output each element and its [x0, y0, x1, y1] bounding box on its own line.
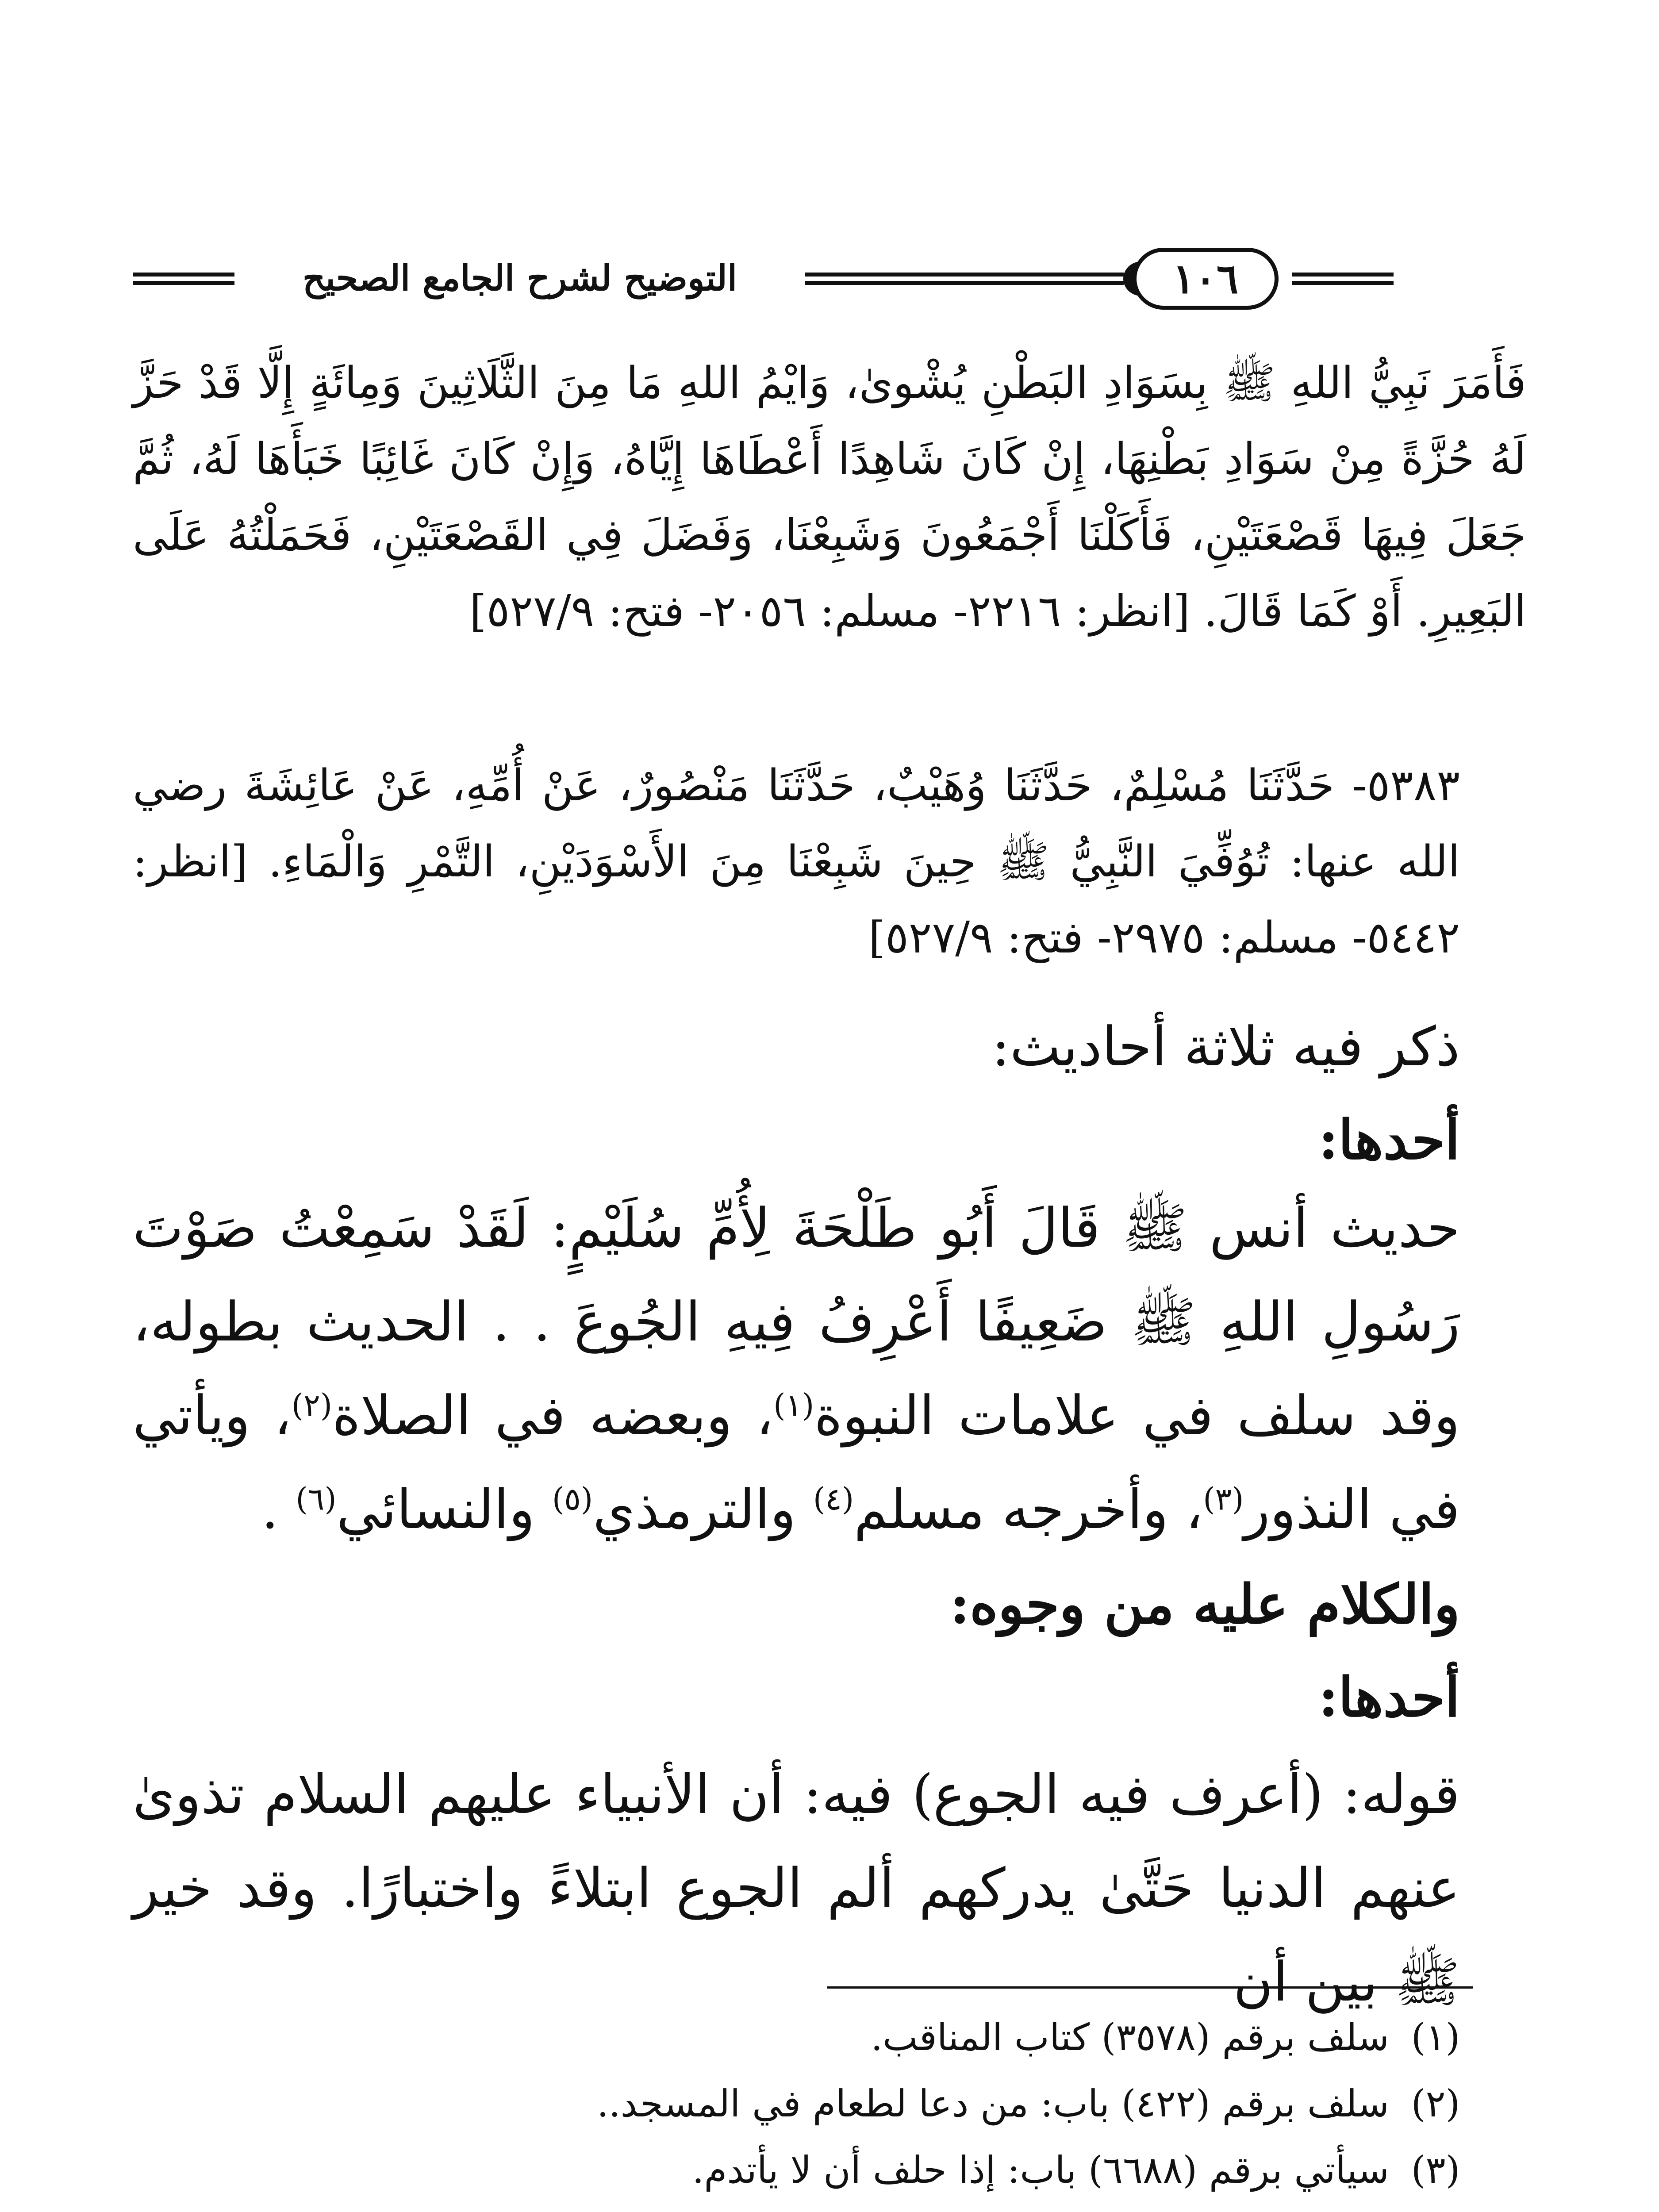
footnotes-list — [133, 2004, 1482, 2212]
footnote-ref-6[interactable]: (٦) — [296, 1481, 337, 1517]
hadith-continued — [133, 345, 1526, 649]
footnote-ref-5[interactable]: (٥) — [552, 1481, 593, 1517]
footnote-number: (٣) — [1411, 2148, 1460, 2192]
footnote-ref-2[interactable]: (٢) — [291, 1387, 333, 1424]
aspects-heading — [133, 1557, 1526, 1651]
footnote-ref-1[interactable]: (١) — [773, 1387, 814, 1424]
aspects-heading-text: والكلام عليه من وجوه: — [949, 1572, 1460, 1636]
paragraph-1-part-3: ، ويأتي في النذور — [133, 1384, 1460, 1541]
footnote-number: (٢) — [1411, 2082, 1460, 2125]
footnote-item — [133, 2004, 1482, 2070]
footnote-number — [1389, 2203, 1482, 2212]
footnote-text: سلف برقم (٣٥٧٨) كتاب المناقب. — [871, 2016, 1389, 2059]
first-hadith-heading — [133, 1093, 1526, 1187]
paragraph-1-part-5: والترمذي — [593, 1478, 813, 1541]
footnote-item — [133, 2203, 1482, 2212]
paragraph-1-part-1: حديث أنس ﷺ قَالَ أَبُو طَلْحَةَ لِأُمِّ سُلَيْمٍ: لَقَدْ سَمِعْتُ صَوْتَ رَسُولِ اللهِ ﷺ ضَعِيفًا أَعْرِفُ فِيهِ الجُوعَ . . الحديث بطوله، وقد سلف في علامات النبوة — [133, 1197, 1460, 1447]
commentary-intro — [133, 1000, 1526, 1094]
paragraph-1-part-4: ، وأخرجه مسلم — [854, 1478, 1203, 1541]
footnote-item — [133, 2070, 1482, 2137]
first-hadith-heading-text: أحدها: — [1318, 1108, 1460, 1171]
paragraph-1-part-2: ، وبعضه في الصلاة — [332, 1384, 774, 1447]
page-number: ١٠٦ — [1133, 248, 1279, 310]
footnote-text: سلف برقم (٤٢٢) باب: من دعا لطعام في المسجد.. — [597, 2082, 1389, 2125]
first-aspect-heading-text: أحدها: — [1318, 1665, 1460, 1729]
header-rule-middle — [805, 273, 1124, 285]
footnote-ref-4[interactable]: (٤) — [813, 1481, 854, 1517]
header-rule-right — [1292, 273, 1394, 285]
hadith-5383 — [133, 748, 1526, 976]
header-rule-left — [133, 273, 234, 285]
commentary-paragraph-1 — [133, 1181, 1526, 1556]
running-header — [133, 248, 1526, 314]
paragraph-1 — [133, 1181, 1526, 1556]
footnote-separator — [827, 1986, 1473, 1989]
paragraph-1-end: . — [261, 1478, 296, 1541]
footnote-text — [545, 2203, 1389, 2212]
paragraph-2: قوله: (أعرف فيه الجوع) فيه: أن الأنبياء عليهم السلام تذوىٰ عنهم الدنيا حَتَّىٰ يدركهم ألم الجوع ابتلاءً واختبارًا. وقد خير ﷺ بين أن — [133, 1763, 1460, 2013]
footnote-number: (١) — [1411, 2016, 1460, 2059]
hadith-5383-text: ٥٣٨٣- حَدَّثَنَا مُسْلِمٌ، حَدَّثَنَا وُهَيْبٌ، حَدَّثَنَا مَنْصُورٌ، عَنْ أُمِّهِ، عَنْ عَائِشَةَ رضي الله عنها: تُوُفِّيَ النَّبِيُّ ﷺ حِينَ شَبِعْنَا مِنَ الأَسْوَدَيْنِ، التَّمْرِ وَالْمَاءِ. [انظر: ٥٤٤٢- مسلم: ٢٩٧٥- فتح: ٥٢٧/٩] — [133, 760, 1460, 963]
footnote-ref-3[interactable]: (٣) — [1203, 1481, 1244, 1517]
book-title: التوضيح لشرح الجامع الصحيح — [302, 257, 737, 299]
footnote-item — [133, 2137, 1482, 2203]
first-aspect-heading — [133, 1650, 1526, 1744]
paragraph-1-part-6: والنسائي — [336, 1478, 552, 1541]
commentary-intro-text: ذكر فيه ثلاثة أحاديث: — [991, 1015, 1460, 1078]
hadith-continued-text: فَأَمَرَ نَبِيُّ اللهِ ﷺ بِسَوَادِ البَطْنِ يُشْوىٰ، وَايْمُ اللهِ مَا مِنَ الثَّلَاثِينَ وَمِائَةٍ إِلَّا قَدْ حَزَّ لَهُ حُزَّةً مِنْ سَوَادِ بَطْنِهَا، إِنْ كَانَ شَاهِدًا أَعْطَاهَا إِيَّاهُ، وَإِنْ كَانَ غَائِبًا خَبَأَهَا لَهُ، ثُمَّ جَعَلَ فِيهَا قَصْعَتَيْنِ، فَأَكَلْنَا أَجْمَعُونَ وَشَبِعْنَا، وَفَضَلَ فِي القَصْعَتَيْنِ، فَحَمَلْتُهُ عَلَى البَعِيرِ. أَوْ كَمَا قَالَ. [انظر: ٢٢١٦- مسلم: ٢٠٥٦- فتح: ٥٢٧/٩] — [133, 358, 1526, 637]
footnote-text: سيأتي برقم (٦٦٨٨) باب: إذا حلف أن لا يأتدم. — [692, 2148, 1389, 2192]
